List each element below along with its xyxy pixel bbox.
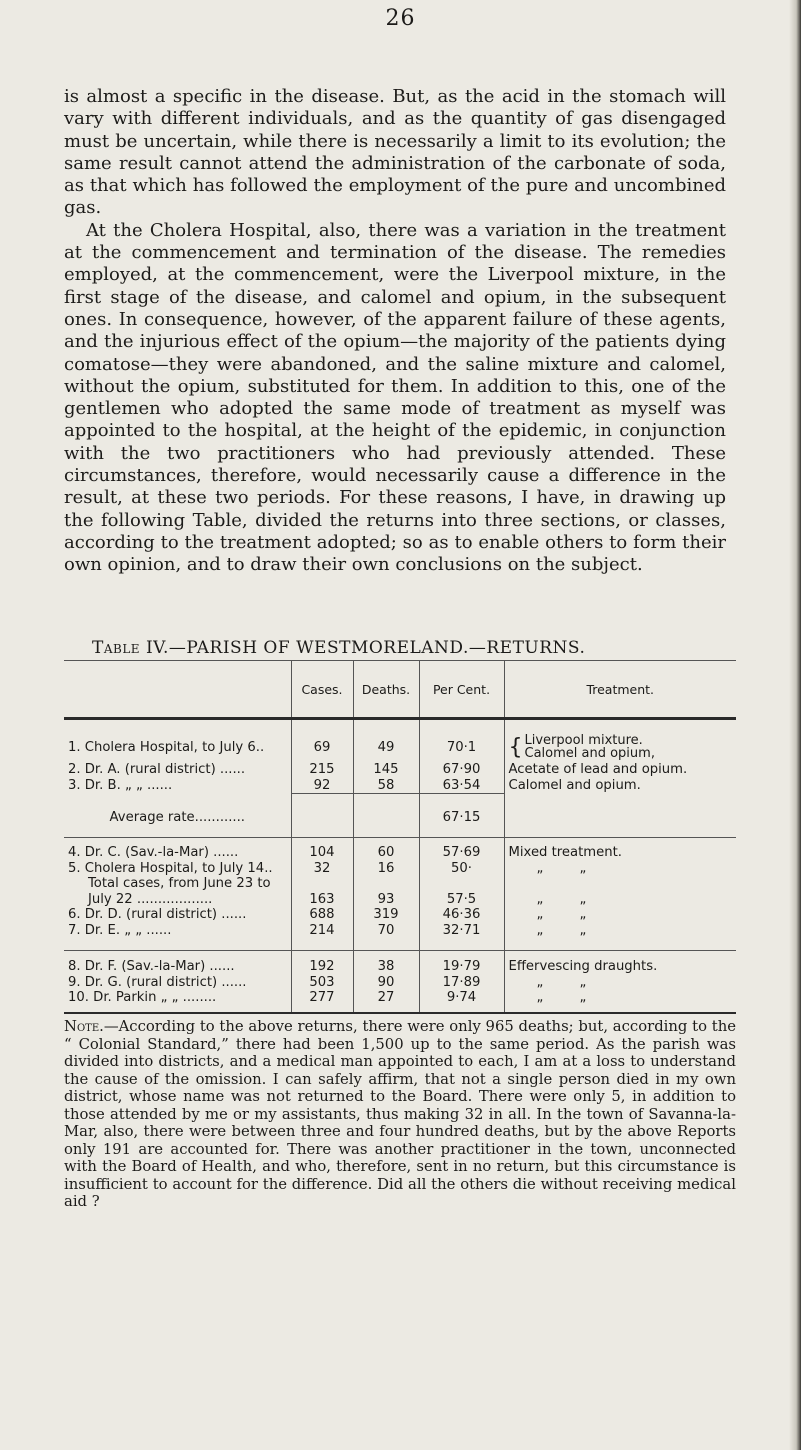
row-label: 7. Dr. E. „ „ ...... [64, 923, 291, 951]
header-blank [64, 661, 291, 719]
row-label-line-1: Total cases, from June 23 to [88, 876, 271, 891]
row-per-cent: 70·1 [419, 719, 504, 763]
row-cases: 163 [291, 876, 353, 907]
row-cases: 92 [291, 778, 353, 794]
paragraph-1: is almost a specific in the disease. But, as the acid in the stomach will vary with different individuals, and as the quantity of gas disengaged must be uncertain, while there is necessarily a limit to its evolution; the same result cannot attend the administration of the carbonate of soda, as that which has followed the employment of the pure and uncombined gas. [64, 86, 726, 219]
treatment-line-1: Liverpool mixture. [524, 733, 643, 748]
footnote [64, 1018, 736, 1211]
row-treatment: „ „ [504, 876, 736, 907]
table-row [64, 876, 736, 907]
table-row [64, 778, 736, 794]
row-deaths: 90 [353, 975, 419, 991]
row-treatment: „ „ [504, 975, 736, 991]
row-per-cent: 32·71 [419, 923, 504, 951]
row-label: 1. Cholera Hospital, to July 6.. [68, 740, 265, 755]
page-number: 26 [385, 6, 416, 31]
row-deaths: 60 [353, 838, 419, 861]
table-row-average [64, 794, 736, 838]
row-deaths: 70 [353, 923, 419, 951]
row-per-cent: 9·74 [419, 990, 504, 1013]
row-treatment: „ „ [504, 861, 736, 877]
treatment-line-2: Calomel and opium, [524, 746, 655, 761]
row-treatment [504, 719, 736, 763]
row-label: 6. Dr. D. (rural district) ...... [68, 907, 247, 922]
row-per-cent: 67·90 [419, 762, 504, 778]
table-title [92, 638, 782, 658]
row-label-line-2: July 22 .................. [88, 891, 213, 907]
header-cases: Cases. [291, 661, 353, 719]
row-cases: 214 [291, 923, 353, 951]
header-deaths: Deaths. [353, 661, 419, 719]
row-deaths: 58 [353, 778, 419, 794]
table-heading: —PARISH OF WESTMORELAND.—RETURNS. [168, 638, 586, 658]
table-row [64, 838, 736, 861]
table-row [64, 975, 736, 991]
body-text [64, 86, 726, 577]
table-row [64, 951, 736, 975]
row-deaths: 93 [353, 876, 419, 907]
table-row [64, 923, 736, 951]
row-cases: 104 [291, 838, 353, 861]
row-cases: 215 [291, 762, 353, 778]
page-edge-shadow [789, 0, 801, 1450]
row-cases: 277 [291, 990, 353, 1013]
row-treatment: „ „ [504, 907, 736, 923]
table-row [64, 861, 736, 877]
row-deaths: 16 [353, 861, 419, 877]
row-label: 2. Dr. A. (rural district) ...... [68, 762, 246, 777]
note-text: —According to the above returns, there were only 965 deaths; but, according to the “ Colonial Standard,” there had been 1,500 up to the same period. As the parish was divided into districts, and a medical man appointed to each, I am at a loss to understand the cause of the omission. I can safely affirm, that not a single person died in my own district, whose name was not returned to the Board. There were only 5, in addition to those attended by me or my assistants, thus making 32 in all. In the town of Savanna-la-Mar, also, there were between three and four hundred deaths, but by the above Reports only 191 are accounted for. There was another practitioner in the town, unconnected with the Board of Health, and who, therefore, sent in no return, but this circumstance is insufficient to account for the difference. Did all the others die without receiving medical aid ? [64, 1018, 736, 1210]
row-label: 4. Dr. C. (Sav.-la-Mar) ...... [68, 845, 239, 860]
row-per-cent: 57·69 [419, 838, 504, 861]
row-deaths: 145 [353, 762, 419, 778]
average-label: Average rate............ [64, 794, 291, 838]
row-label [64, 876, 291, 907]
row-per-cent: 46·36 [419, 907, 504, 923]
table-row [64, 990, 736, 1013]
row-per-cent: 63·54 [419, 778, 504, 794]
row-cases: 192 [291, 951, 353, 975]
returns-table [64, 660, 736, 1014]
header-per-cent: Per Cent. [419, 661, 504, 719]
row-label: 8. Dr. F. (Sav.-la-Mar) ...... [68, 959, 235, 974]
row-per-cent: 50· [419, 861, 504, 877]
row-label: 10. Dr. Parkin „ „ ........ [64, 990, 291, 1013]
row-treatment: Acetate of lead and opium. [504, 762, 736, 778]
brace-glyph: { [508, 735, 523, 760]
row-treatment: Effervescing draughts. [504, 951, 736, 975]
row-deaths: 49 [353, 719, 419, 763]
row-cases: 503 [291, 975, 353, 991]
paragraph-2: At the Cholera Hospital, also, there was a variation in the treatment at the commencement and termination of the disease. The remedies employed, at the commencement, were the Liverpool mixture, in the first stage of the disease, and calomel and opium, in the subsequent ones. In consequence, however, of the apparent failure of these agents, and the injurious effect of the opium—the majority of the patients dying comatose—they were abandoned, and the saline mixture and calomel, without the opium, substituted for them. In addition to this, one of the gentlemen who adopted the same mode of treatment as myself was appointed to the hospital, at the height of the epidemic, in conjunction with the two practitioners who had previously attended. These circumstances, therefore, would necessarily cause a difference in the result, at these two periods. For these reasons, I have, in drawing up the following Table, divided the returns into three sections, or classes, according to the treatment adopted; so as to enable others to form their own opinion, and to draw their own conclusions on the subject. [64, 219, 726, 576]
table-row [64, 762, 736, 778]
row-deaths: 38 [353, 951, 419, 975]
row-treatment: Mixed treatment. [504, 838, 736, 861]
header-treatment: Treatment. [504, 661, 736, 719]
row-treatment: „ „ [504, 923, 736, 951]
row-treatment: „ „ [504, 990, 736, 1013]
row-label: 9. Dr. G. (rural district) ...... [68, 974, 247, 990]
row-deaths: 27 [353, 990, 419, 1013]
table-label: Table IV. [92, 638, 169, 658]
row-per-cent: 19·79 [419, 951, 504, 975]
row-per-cent: 57·5 [419, 876, 504, 907]
row-cases: 688 [291, 907, 353, 923]
table-row [64, 719, 736, 763]
row-label: 3. Dr. B. „ „ ...... [68, 777, 173, 793]
row-per-cent: 17·89 [419, 975, 504, 991]
row-cases: 69 [291, 719, 353, 763]
average-per-cent: 67·15 [419, 794, 504, 838]
row-deaths: 319 [353, 907, 419, 923]
row-treatment: Calomel and opium. [504, 778, 736, 794]
note-label: Note. [64, 1018, 104, 1035]
table-row [64, 907, 736, 923]
row-label: 5. Cholera Hospital, to July 14.. [68, 860, 273, 876]
row-cases: 32 [291, 861, 353, 877]
